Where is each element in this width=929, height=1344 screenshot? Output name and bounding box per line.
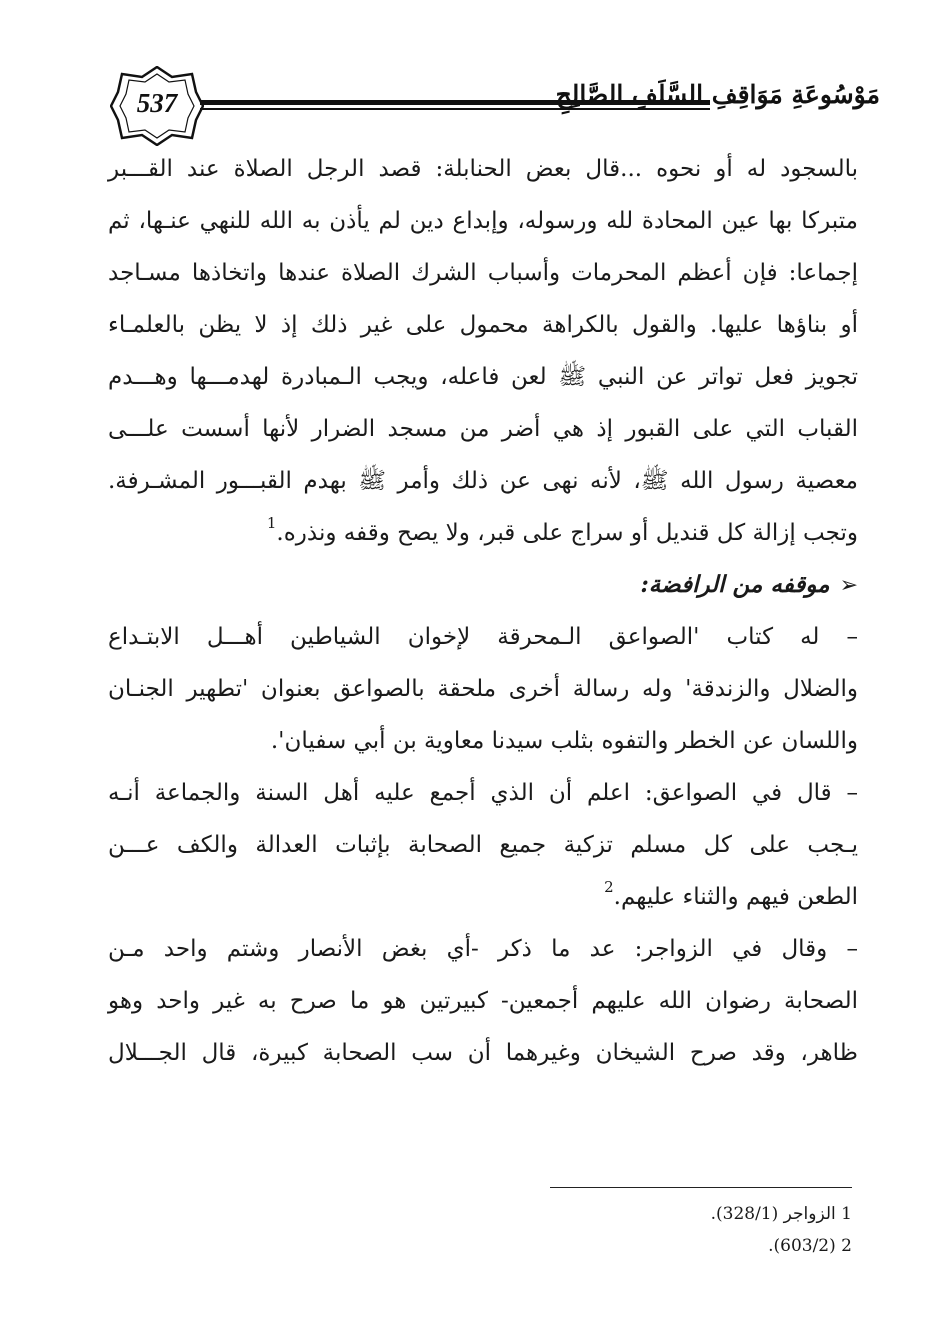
footnote-item: 1 الزواجر (328/1).: [710, 1204, 852, 1224]
text-line: – وقال في الزواجر: عد ما ذكر -أي بغض الأنصار وشتم واحد مـن: [108, 936, 858, 962]
text-line: ظاهر، وقد صرح الشيخان وغيرهما أن سب الصحابة كبيرة، قال الجـــلال: [108, 1040, 858, 1066]
running-title: مَوْسُوعَةِ مَوَاقِفِ السَّلَفِ الصَّالِحِ: [555, 80, 880, 109]
footnote-separator: [550, 1187, 852, 1188]
text-line: واللسان عن الخطر والتفوه بثلب سيدنا معاوية بن أبي سفيان'.: [270, 728, 858, 754]
text-line: إجماعا: فإن أعظم المحرمات وأسباب الشرك الصلاة عندها واتخاذها مسـاجد: [108, 260, 858, 286]
footnote-marker: 2: [604, 878, 614, 896]
page-number: 537: [136, 88, 178, 118]
text-line: والضلال والزندقة' وله رسالة أخرى ملحقة بالصواعق بعنوان 'تطهير الجنـان: [108, 676, 858, 702]
text-line-with-footnote: [108, 507, 858, 559]
text-line: أو بناؤها عليها. والقول بالكراهة محمول على غير ذلك إذ لا يظن بالعلمـاء: [108, 312, 858, 338]
text-line-with-footnote: [108, 871, 858, 923]
text-line: بالسجود له أو نحوه ...قال بعض الحنابلة: قصد الرجل الصلاة عند القـــبر: [108, 156, 858, 182]
page-header: [100, 66, 880, 146]
text-line-content: وتجب إزالة كل قنديل أو سراج على قبر، ولا يصح وقفه ونذره.: [276, 520, 858, 546]
page-number-badge: [110, 66, 204, 146]
section-heading: [108, 559, 858, 611]
text-line: – له كتاب 'الصواعق الـمحرقة لإخوان الشياطين أهـــل الابتـداع: [108, 624, 858, 650]
text-line: تجويز فعل تواتر عن النبي ﷺ لعن فاعله، ويجب الـمبادرة لهدمـــها وهـــدم: [108, 364, 858, 390]
body-text: [108, 143, 858, 1079]
text-line: – قال في الصواعق: اعلم أن الذي أجمع عليه أهل السنة والجماعة أنـه: [108, 780, 858, 806]
text-line: يـجب على كل مسلم تزكية جميع الصحابة بإثبات العدالة والكف عـــن: [108, 832, 858, 858]
footnotes: [500, 1198, 852, 1262]
arrow-bullet-icon: ➢: [839, 573, 858, 598]
footnote-marker: 1: [266, 514, 277, 532]
footnote-item: 2 (603/2).: [768, 1236, 852, 1256]
text-line: معصية رسول الله ﷺ، لأنه نهى عن ذلك وأمر ﷺ بهدم القبـــور المشـرفة.: [108, 468, 858, 494]
text-line: القباب التي على القبور إذ هي أضر من مسجد الضرار لأنها أسست علـــى: [108, 416, 858, 442]
text-line: متبركا بها عين المحادة لله ورسوله، وإبداع دين لم يأذن به الله للنهي عنـها، ثم: [108, 208, 858, 234]
text-line: الصحابة رضوان الله عليهم أجمعين- كبيرتين هو ما صرح به غير واحد وهو: [108, 988, 858, 1014]
section-heading-text: موقفه من الرافضة:: [640, 571, 830, 598]
text-line-content: الطعن فيهم والثناء عليهم.: [613, 884, 858, 910]
